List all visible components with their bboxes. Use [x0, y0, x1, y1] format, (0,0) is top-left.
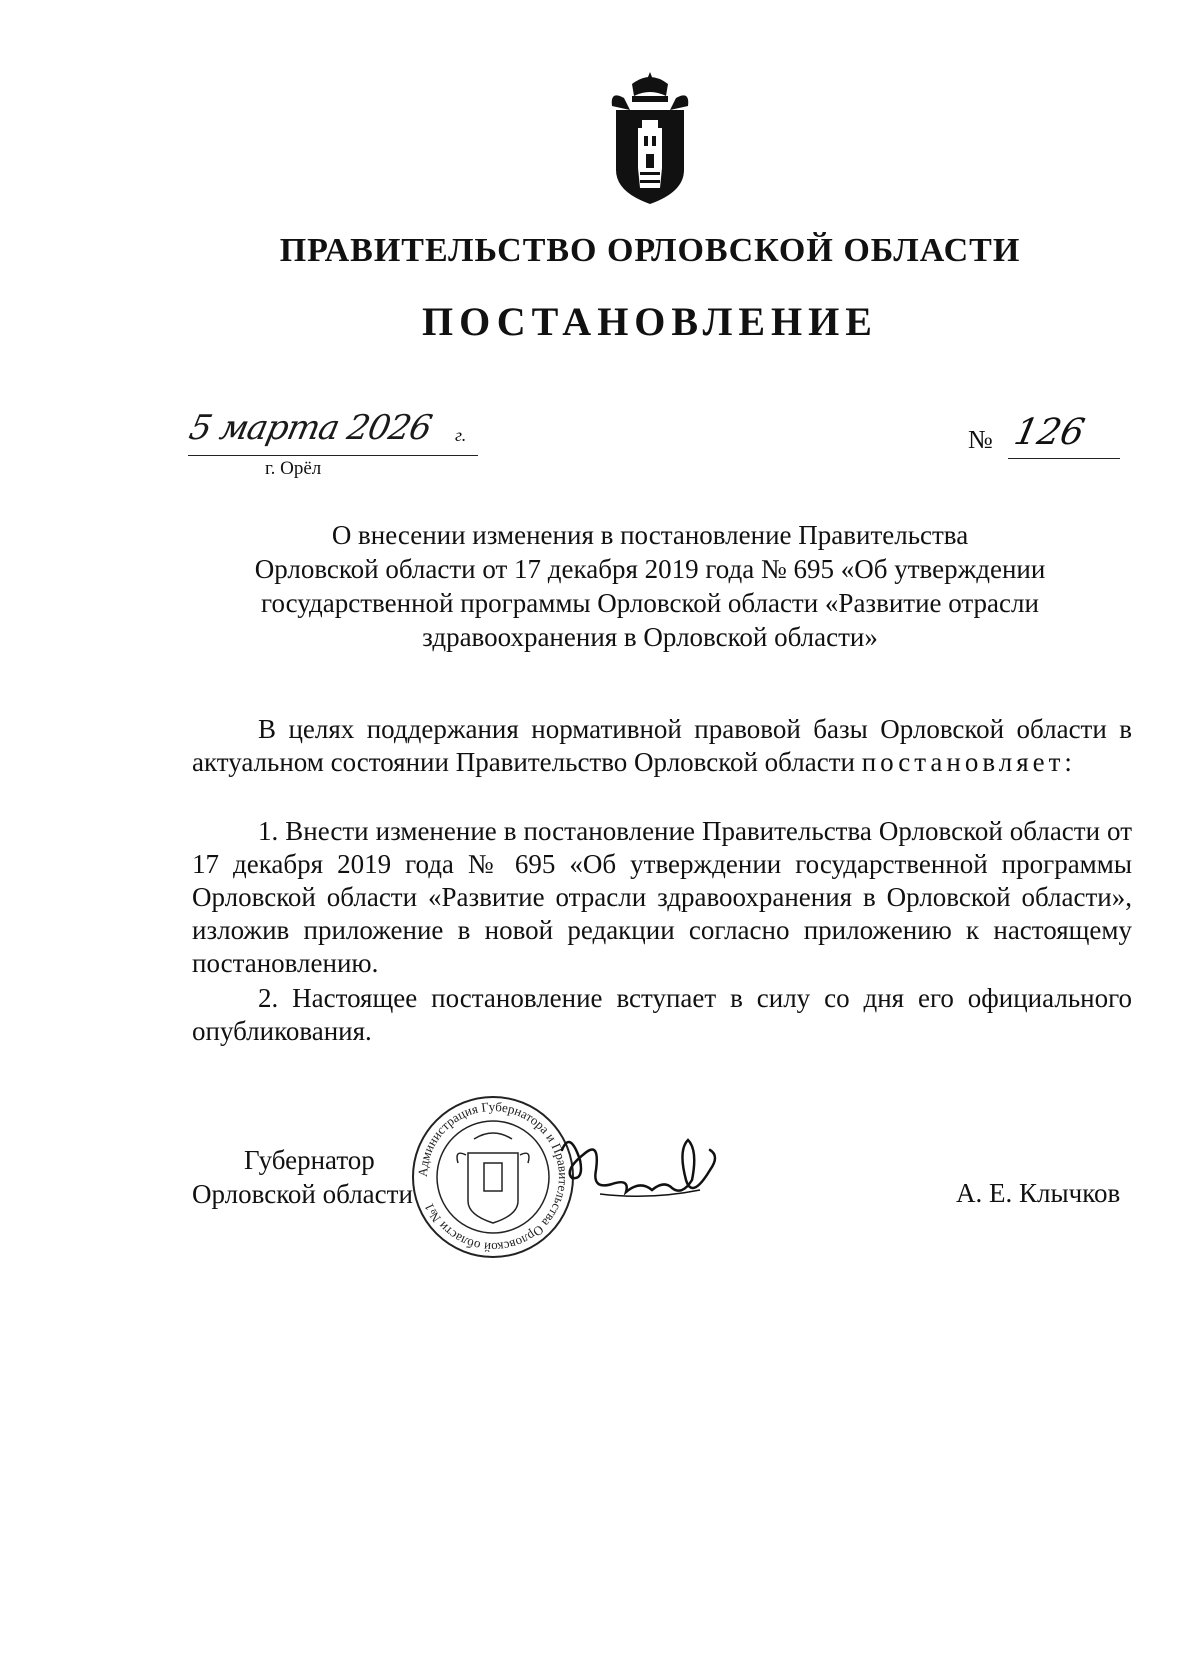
preamble-paragraph [192, 713, 1132, 779]
signer-position [192, 1143, 413, 1211]
signer-position-line: Орловской области [192, 1179, 413, 1209]
handwritten-signature [560, 1120, 730, 1220]
document-subject [180, 518, 1120, 654]
signer-position-line: Губернатор [244, 1145, 375, 1175]
organization-title: ПРАВИТЕЛЬСТВО ОРЛОВСКОЙ ОБЛАСТИ [279, 232, 1021, 269]
subject-line: государственной программы Орловской области «Развитие отрасли [261, 588, 1039, 618]
svg-text:Администрация Губернатора и Пр [415, 1099, 571, 1255]
clause-2-paragraph: 2. Настоящее постановление вступает в силу со дня его официального опубликования. [192, 983, 1132, 1046]
subject-line: Орловской области от 17 декабря 2019 года № 695 «Об утверждении [254, 554, 1046, 584]
subject-line: О внесении изменения в постановление Правительства [331, 520, 969, 550]
seal-ring-text: Администрация Губернатора и Правительства Орловской области №1 [414, 1098, 572, 1256]
preamble-text: В целях поддержания нормативной правовой базы Орловской области в актуальном состоянии Правительство Орловской области [192, 714, 1132, 777]
handwritten-date: 5 марта 2026 [185, 408, 435, 448]
number-label: № [968, 425, 993, 454]
signer-name: А. Е. Клычков [956, 1178, 1121, 1208]
official-seal-stamp [408, 1093, 578, 1261]
coat-of-arms-icon [602, 70, 698, 210]
subject-line: здравоохранения в Орловской области» [422, 622, 878, 652]
resolves-word: постановляет: [861, 747, 1076, 777]
city-label: г. Орёл [265, 458, 322, 479]
date-suffix: г. [455, 425, 467, 445]
handwritten-number: 126 [1010, 412, 1089, 453]
number-underline [1008, 458, 1120, 459]
clause-1-paragraph: 1. Внести изменение в постановление Правительства Орловской области от 17 декабря 2019 года № 695 «Об утверждении государственной программы Орловской области «Развитие отрасли здравоохранения в Орловской области», изложив приложение в новой редакции согласно приложению к настоящему постановлению. [192, 816, 1132, 978]
document-type-title: ПОСТАНОВЛЕНИЕ [422, 299, 878, 344]
